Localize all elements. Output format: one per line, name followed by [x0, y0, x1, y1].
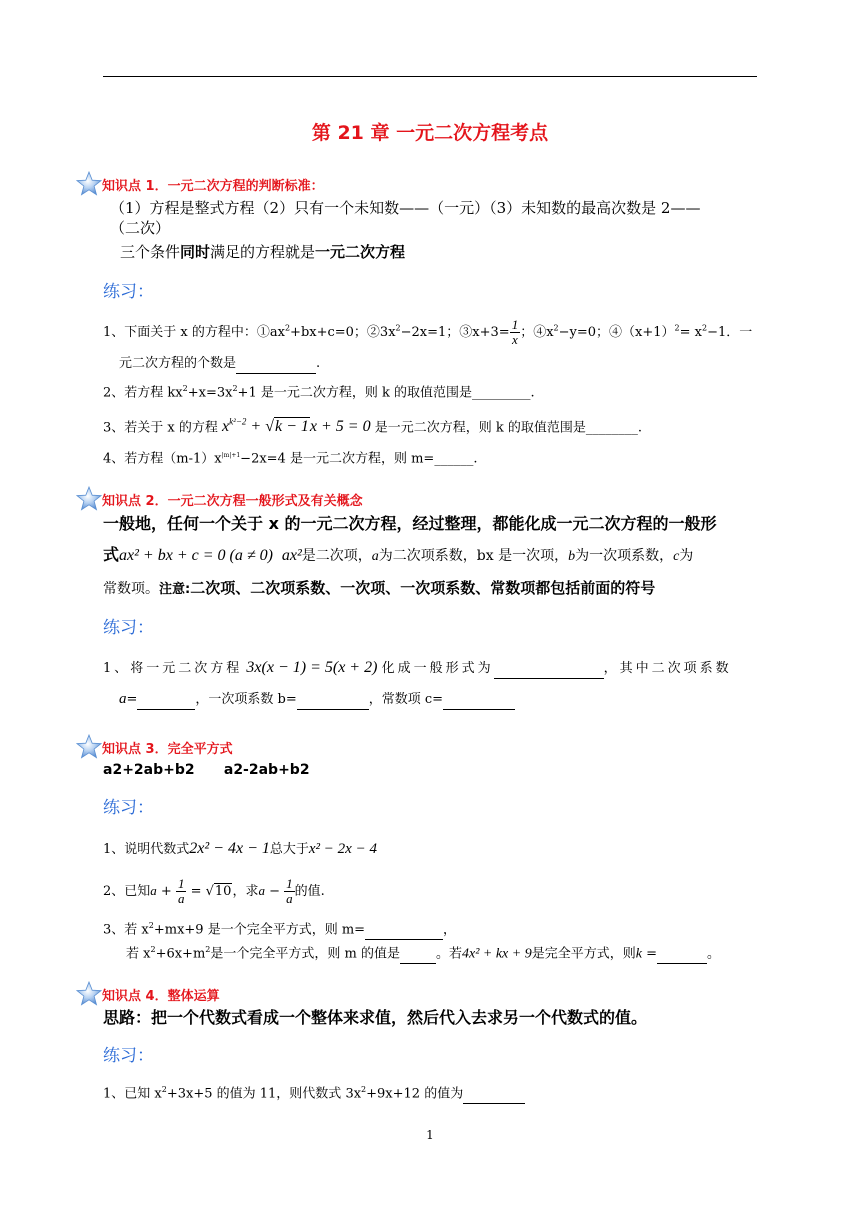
- q-text: 是完全平方式，则: [531, 946, 636, 962]
- knowledge-point-4-heading: [76, 981, 220, 1007]
- q-text: −2x=4 是一元二次方程，则 m=: [240, 451, 435, 467]
- heading-text: 知识点 2．一元二次方程一般形式及有关概念: [102, 493, 363, 509]
- q-text: +1 是一元二次方程，则 k 的取值范围是: [237, 385, 472, 401]
- kp1-question-2: 2、若方程 $kx^2+x=3x^2+1$ 是一元二次方程，则 k 的取值范围是_________.: [103, 384, 535, 401]
- q-text: −2x=1；③x+3=: [400, 325, 510, 340]
- heading-text: 知识点 3．完全平方式: [102, 741, 233, 757]
- summary-text: 满足的方程就是: [210, 243, 316, 261]
- q-text: .: [316, 356, 321, 371]
- q-text: 4、若方程（m-1）x: [103, 451, 222, 467]
- q-text: ______.: [434, 451, 478, 467]
- q-text: 是一个完全平方式，则 m 的值是: [210, 946, 400, 962]
- q-text: 3、若关于 x 的方程: [103, 420, 218, 436]
- star-icon: [76, 981, 102, 1007]
- general-form-line-2: 式ax² + bx + c = 0 (a ≠ 0) ax²是二次项，a为二次项系数，bx 是一次项，b为一次项系数，c为: [103, 545, 694, 564]
- knowledge-point-3-heading: [76, 734, 233, 760]
- general-form-equation: ax² + bx + c = 0 (a ≠ 0): [119, 547, 273, 564]
- expression: 2x² − 4x − 1: [189, 840, 270, 857]
- term: ax²: [281, 547, 302, 564]
- text: 注意:: [159, 582, 191, 597]
- fraction: $\frac{1}{a}$: [286, 876, 293, 906]
- kp3-question-3-cont: 若 $x^2+6x+m^2$是一个完全平方式，则 m 的值是 。若4x² + kx + 9是完全平方式，则k = 。: [126, 941, 720, 964]
- text: 常数项。: [103, 581, 159, 597]
- q-text: ，一次项系数 b=: [195, 692, 297, 707]
- q-text: 化成一般形式为: [381, 661, 494, 676]
- knowledge-point-2-heading: [76, 486, 363, 512]
- general-form-line-3: [103, 578, 655, 600]
- q-text: 总大于: [269, 842, 309, 857]
- kp2-question-1: [103, 659, 732, 679]
- q-text: 1、已知 x: [103, 1086, 162, 1102]
- expression: x² − 2x − 4: [308, 841, 377, 857]
- kp1-question-1-cont: [119, 355, 320, 374]
- q-text: =: [126, 692, 138, 707]
- q-text: ，常数项 c=: [368, 692, 444, 707]
- criteria-line-1: （1）方程是整式方程（2）只有一个未知数——（一元）（3）未知数的最高次数是 2——: [110, 199, 701, 217]
- practice-label: 练习：: [103, 1046, 154, 1066]
- q-text: +6x+m: [155, 946, 206, 962]
- q-text: 1、说明代数式: [103, 842, 190, 857]
- practice-label: 练习：: [103, 798, 154, 818]
- exponent: |m|+1: [221, 452, 241, 459]
- knowledge-point-1-heading: [76, 171, 324, 197]
- text: 是二次项，: [301, 548, 372, 564]
- answer-blank[interactable]: [365, 921, 443, 940]
- answer-blank[interactable]: [463, 1085, 525, 1104]
- q-text: +9x+12 的值为: [366, 1086, 464, 1102]
- square-formulas: a2+2ab+b2 a2-2ab+b2: [103, 762, 310, 778]
- header-rule: [103, 76, 757, 77]
- q-text: 1、下面关于 x 的方程中：①ax: [103, 325, 285, 340]
- kp3-question-1: [103, 840, 377, 859]
- text: 为一次项系数，: [575, 548, 674, 564]
- star-icon: [76, 171, 102, 197]
- q-text: 3、若 x: [103, 922, 149, 938]
- q-text: 。若: [435, 946, 462, 962]
- q-text: 若 x: [126, 946, 151, 962]
- whole-operation-idea: 思路：把一个代数式看成一个整体来求值，然后代入去求另一个代数式的值。: [103, 1008, 648, 1027]
- answer-blank[interactable]: [443, 691, 515, 710]
- q-text: 2、若方程 kx: [103, 385, 183, 401]
- answer-blank[interactable]: [297, 691, 369, 710]
- q-text: = x: [679, 325, 702, 340]
- q-text: 是一元二次方程，则 k 的取值范围是: [374, 420, 586, 436]
- kp1-question-1: 1、下面关于 x 的方程中：$①ax^2+bx+c=0$；$②3x^2-2x=1$；③x+3= $\frac{1}{x}$ ；$④x^2-y=0$；$④(x+1)^2= x^2-1$．一: [103, 317, 753, 347]
- fraction: $\frac{1}{a}$: [177, 876, 185, 906]
- q-text: 元二次方程的个数是: [119, 356, 237, 371]
- q-text: −1．一: [707, 325, 753, 340]
- q-text: _________.: [472, 385, 535, 401]
- practice-label: 练习：: [103, 618, 154, 638]
- answer-blank[interactable]: [236, 355, 316, 374]
- expression: 4x² + kx + 9: [461, 946, 532, 962]
- equation: $x^{k^2-2} + √k - 1x + 5 = 0$: [222, 417, 371, 436]
- q-text: ，其中二次项系数: [603, 661, 732, 676]
- star-icon: [76, 734, 102, 760]
- q-text: 1、将一元二次方程: [103, 661, 243, 676]
- summary-bold: 同时: [180, 243, 211, 261]
- criteria-summary: [120, 242, 405, 262]
- answer-blank[interactable]: [494, 660, 604, 679]
- text: 二次项、二次项系数、一次项、一次项系数、常数项都包括前面的符号: [190, 579, 656, 597]
- text: 为: [679, 548, 694, 564]
- general-form-line-1: 一般地，任何一个关于 x 的一元二次方程，经过整理，都能化成一元二次方程的一般形: [103, 514, 717, 533]
- text: 为二次项系数，bx 是一次项，: [378, 548, 569, 564]
- page-number: 1: [426, 1128, 434, 1142]
- heading-text: 知识点 1．一元二次方程的判断标准：: [102, 178, 324, 194]
- q-text: +3x+5 的值为 11，则代数式 3x: [166, 1086, 362, 1102]
- kp3-question-3: 3、若 $x^2+mx+9$ 是一个完全平方式，则 m= ，: [103, 917, 456, 940]
- q-text: ，: [443, 922, 457, 938]
- heading-text: 知识点 4．整体运算: [102, 988, 220, 1004]
- kp1-question-3: [103, 413, 642, 437]
- q-text: −y=0；④（x+1）: [558, 325, 675, 340]
- fraction: $\frac{1}{x}$: [511, 317, 519, 347]
- criteria-line-2: （二次）: [110, 219, 171, 237]
- kp4-question-1: 1、已知 $x^2+3x+5$ 的值为 11，则代数式 $3x^2+9x+12$ 的值为: [103, 1081, 525, 1104]
- page-title: 第 21 章 一元二次方程考点: [311, 122, 549, 144]
- q-text: ________.: [585, 420, 643, 436]
- kp1-question-4: [103, 447, 477, 468]
- q-text: +x=3x: [187, 385, 233, 401]
- star-icon: [76, 486, 102, 512]
- q-text: +mx+9 是一个完全平方式，则 m=: [153, 922, 366, 938]
- q-text: 。: [706, 946, 720, 962]
- equation: 3x(x − 1) = 5(x + 2): [246, 659, 378, 676]
- summary-text: 三个条件: [120, 243, 181, 261]
- q-text: +bx+c=0；②3x: [290, 325, 396, 340]
- kp3-question-2: 2、已知a + $\frac{1}{a}$ = √10，求a − $\frac{1}{a}$ 的值.: [103, 876, 325, 906]
- q-text: ；④x: [520, 325, 554, 340]
- kp2-question-1-cont: a= ，一次项系数 b= ，常数项 c=: [119, 690, 515, 710]
- practice-label: 练习：: [103, 282, 154, 302]
- answer-blank[interactable]: [657, 945, 707, 964]
- answer-blank[interactable]: [137, 691, 195, 710]
- q-text: 2、已知: [103, 884, 151, 899]
- answer-blank[interactable]: [400, 945, 436, 964]
- q-text: ，求: [232, 884, 259, 899]
- summary-bold: 一元二次方程: [315, 243, 406, 261]
- q-text: 的值.: [294, 884, 325, 899]
- text: 式: [103, 545, 120, 564]
